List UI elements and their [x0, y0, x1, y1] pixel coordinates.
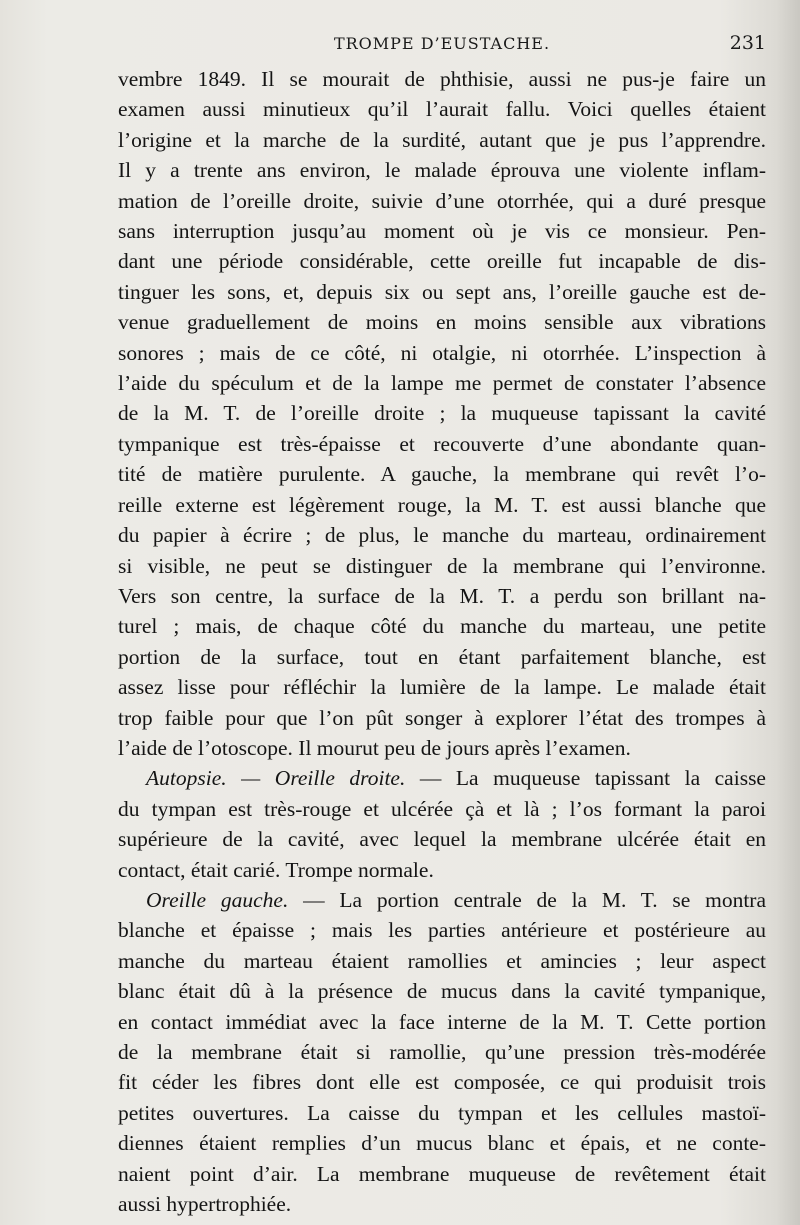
text-line: assez lisse pour réfléchir la lumière de la lampe. Le malade était — [118, 675, 766, 700]
text-line: de la membrane était si ramollie, qu’une pression très-modérée — [118, 1040, 766, 1064]
text-line: tympanique est très-épaisse et recouverte d’une abondante quan- — [118, 431, 766, 456]
section-heading-italic: Oreille gauche. — [146, 887, 289, 912]
text-line: manche du marteau étaient ramollies et amincies ; leur aspect — [118, 948, 766, 973]
text-line: naient point d’air. La membrane muqueuse de revêtement était — [118, 1161, 766, 1186]
text-line: du papier à écrire ; de plus, le manche du marteau, ordinairement — [118, 523, 766, 548]
text-line: mation de l’oreille droite, suivie d’une otorrhée, qui a duré presque — [118, 188, 766, 213]
page-header — [118, 34, 766, 62]
text-line: examen aussi minutieux qu’il l’aurait fallu. Voici quelles étaient — [118, 97, 766, 122]
text-line: reille externe est légèrement rouge, la M. T. est aussi blanche que — [118, 492, 766, 517]
text-line: turel ; mais, de chaque côté du manche du marteau, une petite — [118, 614, 766, 639]
paragraph-case-history — [118, 64, 766, 763]
text-line: trop faible pour que l’on pût songer à explorer l’état des trompes à — [118, 705, 766, 730]
text-line: portion de la surface, tout en étant parfaitement blanche, est — [118, 644, 766, 669]
text-line: blanc était dû à la présence de mucus dans la cavité tympanique, — [118, 979, 766, 1004]
text-line: dant une période considérable, cette oreille fut incapable de dis- — [118, 249, 766, 274]
text-line: l’aide de l’otoscope. Il mourut peu de jours après l’examen. — [118, 735, 631, 760]
text-line: l’origine et la marche de la surdité, autant que je pus l’apprendre. — [118, 127, 766, 152]
text-line: l’aide du spéculum et de la lampe me permet de constater l’absence — [118, 371, 766, 396]
text-line: blanche et épaisse ; mais les parties antérieure et postérieure au — [118, 918, 766, 943]
text-line: fit céder les fibres dont elle est composée, ce qui produisit trois — [118, 1070, 766, 1095]
text-line: supérieure de la cavité, avec lequel la membrane ulcérée était en — [118, 827, 766, 852]
text-line: diennes étaient remplies d’un mucus blanc et épais, et ne conte- — [118, 1131, 766, 1156]
text-line: Vers son centre, la surface de la M. T. a perdu son brillant na- — [118, 583, 766, 608]
text-span: — La portion centrale de la M. T. se montra — [288, 887, 766, 912]
text-line: petites ouvertures. La caisse du tympan et les cellules mastoï- — [118, 1100, 766, 1125]
text-span: — La muqueuse tapissant la caisse — [405, 766, 766, 791]
running-title: TROMPE D’EUSTACHE. — [333, 34, 551, 53]
text-line: du tympan est très-rouge et ulcérée çà et là ; l’os formant la paroi — [118, 796, 766, 821]
text-line: sans interruption jusqu’au moment où je vis ce monsieur. Pen- — [118, 219, 766, 244]
text-line: tinguer les sons, et, depuis six ou sept ans, l’oreille gauche est de- — [118, 279, 766, 304]
section-heading-italic: Autopsie. — Oreille droite. — [146, 766, 406, 791]
text-line: vembre 1849. Il se mourait de phthisie, aussi ne pus-je faire un — [118, 67, 766, 91]
text-line: contact, était carié. Trompe normale. — [118, 857, 434, 882]
text-line: de la M. T. de l’oreille droite ; la muqueuse tapissant la cavité — [118, 401, 766, 426]
text-line: Il y a trente ans environ, le malade éprouva une violente inflam- — [118, 158, 766, 183]
body-text — [118, 64, 766, 1219]
text-line-lead — [118, 885, 766, 915]
text-line: venue graduellement de moins en moins sensible aux vibrations — [118, 310, 766, 335]
text-line: sonores ; mais de ce côté, ni otalgie, ni otorrhée. L’inspection à — [118, 340, 766, 365]
text-line: en contact immédiat avec la face interne de la M. T. Cette portion — [118, 1009, 766, 1034]
text-line: aussi hypertrophiée. — [118, 1192, 292, 1217]
page-number: 231 — [729, 32, 766, 54]
text-line-lead — [118, 763, 766, 793]
text-line: si visible, ne peut se distinguer de la membrane qui l’environne. — [118, 553, 766, 578]
text-line: tité de matière purulente. A gauche, la membrane qui revêt l’o- — [118, 462, 766, 487]
paragraph-left-ear — [118, 885, 766, 1219]
paragraph-autopsy-right-ear — [118, 763, 766, 885]
